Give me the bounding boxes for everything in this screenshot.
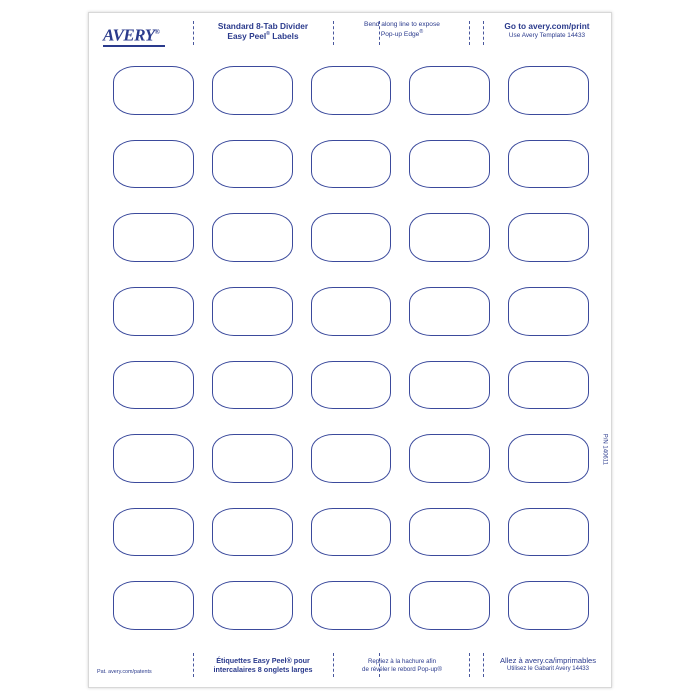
bend-instruction-fr-line1: Repliez à la hachure afin [367,658,437,665]
bend-instruction-line1: Bend along line to expose [364,21,440,28]
label-shape[interactable] [113,434,194,483]
label-cell[interactable] [403,131,496,198]
print-url-fr: Allez à avery.ca/imprimables [499,656,597,665]
label-shape[interactable] [409,66,490,115]
label-shape[interactable] [212,66,293,115]
label-cell[interactable] [107,425,200,492]
product-title-fr-line2: intercalaires 8 onglets larges [213,665,313,674]
label-cell[interactable] [502,425,595,492]
label-shape[interactable] [212,508,293,557]
label-shape[interactable] [508,66,589,115]
label-shape[interactable] [311,140,392,189]
label-cell[interactable] [403,499,496,566]
label-cell[interactable] [305,278,398,345]
label-cell[interactable] [305,425,398,492]
perforation-dash-1 [193,21,194,45]
label-shape[interactable] [508,581,589,630]
label-shape[interactable] [508,508,589,557]
label-cell[interactable] [502,57,595,124]
bend-instruction-fr [341,658,463,674]
label-cell[interactable] [206,278,299,345]
label-cell[interactable] [502,131,595,198]
label-cell[interactable] [206,499,299,566]
label-shape[interactable] [113,140,194,189]
patents-text: Pat. avery.com/patents [97,669,152,675]
sheet-header [89,13,611,53]
label-cell[interactable] [107,278,200,345]
print-url-block [489,21,605,40]
label-cell[interactable] [206,352,299,419]
label-shape[interactable] [409,508,490,557]
template-number-fr: Utilisez le Gabarit Avery 14433 [507,666,589,673]
label-cell[interactable] [502,352,595,419]
perforation-dash-9 [469,653,470,677]
label-cell[interactable] [107,499,200,566]
perforation-dash-6 [193,653,194,677]
product-title-line1: Standard 8-Tab Divider [217,21,309,31]
label-cell[interactable] [502,499,595,566]
label-cell[interactable] [206,57,299,124]
label-cell[interactable] [502,278,595,345]
bend-instruction [341,21,463,40]
label-shape[interactable] [409,140,490,189]
label-cell[interactable] [403,278,496,345]
part-number: P/N 140611 [601,433,607,465]
label-cell[interactable] [305,352,398,419]
label-cell[interactable] [107,204,200,271]
easy-peel-registered-mark: ® [266,31,270,38]
label-shape[interactable] [212,287,293,336]
label-cell[interactable] [206,204,299,271]
label-shape[interactable] [409,581,490,630]
label-cell[interactable] [206,425,299,492]
label-cell[interactable] [305,131,398,198]
product-title-fr [199,656,327,674]
label-shape[interactable] [212,581,293,630]
label-shape[interactable] [508,213,589,262]
label-cell[interactable] [403,57,496,124]
label-shape[interactable] [311,287,392,336]
label-cell[interactable] [502,572,595,639]
label-cell[interactable] [403,425,496,492]
label-shape[interactable] [409,287,490,336]
product-title-line2: Easy Peel® Labels [227,31,299,42]
popup-registered-mark: ® [419,29,424,36]
label-shape[interactable] [508,140,589,189]
label-shape[interactable] [311,361,392,410]
label-shape[interactable] [113,287,194,336]
sheet-footer [89,649,611,683]
label-grid [107,57,595,639]
perforation-dash-5 [483,21,484,45]
label-cell[interactable] [305,572,398,639]
bend-instruction-line2: Pop-up Edge® [380,29,424,39]
label-shape[interactable] [508,361,589,410]
label-shape[interactable] [212,361,293,410]
bend-instruction-fr-line2: de révéler le rebord Pop-up® [362,665,442,673]
label-shape[interactable] [212,140,293,189]
perforation-dash-10 [483,653,484,677]
print-url-fr-block [489,656,607,674]
label-cell[interactable] [403,352,496,419]
product-title [199,21,327,42]
label-shape[interactable] [311,66,392,115]
brand-registered-mark: ® [154,28,160,36]
label-cell[interactable] [403,204,496,271]
label-cell[interactable] [107,352,200,419]
brand-name: AVERY [103,25,155,45]
label-cell[interactable] [107,131,200,198]
label-cell[interactable] [107,57,200,124]
product-title-fr-line1: Étiquettes Easy Peel® pour [216,656,310,665]
logo-underline [103,45,165,47]
label-cell[interactable] [305,57,398,124]
label-cell[interactable] [305,499,398,566]
label-shape[interactable] [212,213,293,262]
label-shape[interactable] [311,508,392,557]
label-cell[interactable] [107,572,200,639]
perforation-dash-4 [469,21,470,45]
perforation-dash-2 [333,21,334,45]
label-shape[interactable] [113,508,194,557]
label-shape[interactable] [212,434,293,483]
label-shape[interactable] [311,581,392,630]
label-cell[interactable] [206,572,299,639]
perforation-dash-7 [333,653,334,677]
label-shape[interactable] [113,361,194,410]
print-url: Go to avery.com/print [504,21,590,31]
label-cell[interactable] [502,204,595,271]
label-shape[interactable] [409,361,490,410]
label-shape[interactable] [113,581,194,630]
label-sheet [88,12,612,688]
label-shape[interactable] [508,287,589,336]
label-shape[interactable] [311,434,392,483]
label-cell[interactable] [206,131,299,198]
template-number: Use Avery Template 14433 [508,32,586,40]
label-shape[interactable] [113,213,194,262]
label-shape[interactable] [113,66,194,115]
label-shape[interactable] [409,213,490,262]
label-cell[interactable] [403,572,496,639]
label-cell[interactable] [305,204,398,271]
label-shape[interactable] [508,434,589,483]
avery-logo [103,24,177,47]
label-shape[interactable] [311,213,392,262]
label-shape[interactable] [409,434,490,483]
